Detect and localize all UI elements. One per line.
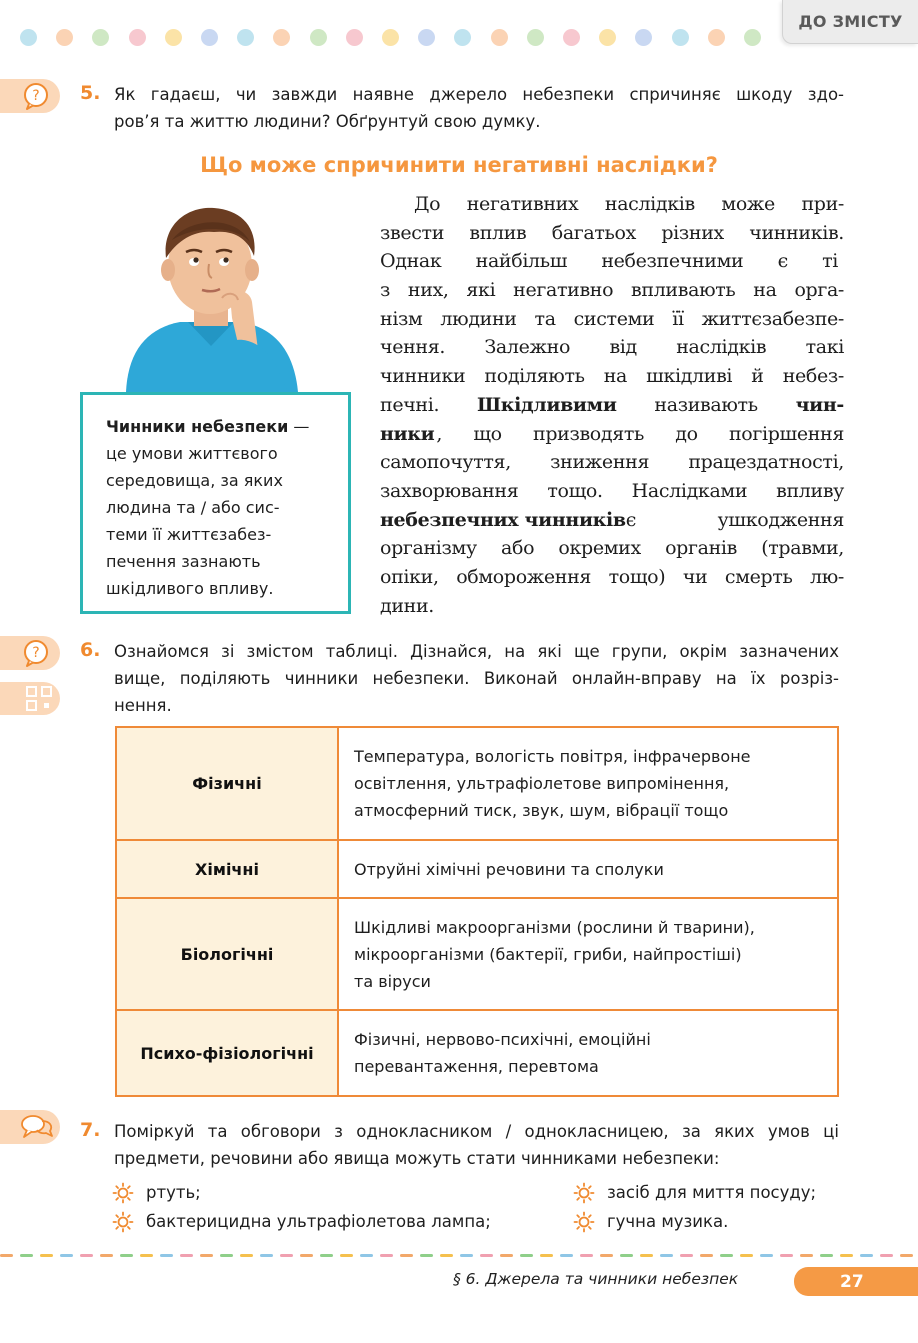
decorative-dash [240,1254,253,1257]
paragraph-line: звести вплив багатьох різних чинників. [380,221,844,244]
question-line: нення. [114,696,172,715]
question-badge [0,636,60,670]
term-harmful: Шкідливими [477,393,617,416]
decorative-dot [635,29,652,46]
question-badge [0,79,60,113]
decorative-dot [237,29,254,46]
table-group-cell: Психо-фізіологічні [117,1011,339,1095]
decorative-dash [200,1254,213,1257]
table-desc-line: Шкідливі макроорганізми (рослини й тварини), [354,917,755,937]
definition-box [80,392,351,614]
footer-section-title: § 6. Джерела та чинники небезпек [453,1270,739,1288]
list-item-text: засіб для миття посуду; [607,1183,817,1202]
decorative-dot [527,29,544,46]
list-item-text: бактерицидна ультрафіолетова лампа; [146,1212,491,1231]
decorative-dash [720,1254,733,1257]
definition-line: шкідливого впливу. [106,579,274,598]
decorative-dash [360,1254,373,1257]
decorative-dash [180,1254,193,1257]
decorative-dash [520,1254,533,1257]
table-desc-line: мікроорганізми (бактерії, гриби, найпростіші) [354,944,742,964]
definition-line: це умови життєвого [106,444,278,463]
qr-badge[interactable] [0,682,60,715]
decorative-dot [454,29,471,46]
decorative-dot [418,29,435,46]
table-row [117,899,837,1011]
paragraph-word: , що призводять до погіршення [436,422,844,445]
paragraph-word: називають [654,393,758,416]
decorative-dot [310,29,327,46]
decorative-dash [120,1254,133,1257]
decorative-dash [0,1254,13,1257]
paragraph-line [380,391,844,420]
decorative-dot [20,29,37,46]
decorative-dash [440,1254,453,1257]
item-list-right [573,1178,816,1236]
decorative-dash [340,1254,353,1257]
term-dangerous-factors: небезпечних чинників [380,508,626,531]
decorative-dot [201,29,218,46]
decorative-dash [800,1254,813,1257]
decorative-dash [280,1254,293,1257]
decorative-dash [20,1254,33,1257]
decorative-dot [382,29,399,46]
decorative-dot [672,29,689,46]
decorative-dot [599,29,616,46]
paragraph-line: Однак найбільш небезпечними є ті [380,250,838,273]
definition-line: печення зазнають [106,552,261,571]
decorative-dash [480,1254,493,1257]
table-row [117,1011,837,1095]
paragraph-line: з них, які негативно впливають на орга- [380,279,844,302]
definition-dash: — [288,417,310,436]
table-row [117,728,837,841]
decorative-dash [560,1254,573,1257]
decorative-dot [165,29,182,46]
question-line: предмети, речовини або явища можуть стати чинниками небезпеки: [114,1149,720,1168]
table-group-cell: Хімічні [117,841,339,897]
decorative-dash [880,1254,893,1257]
decorative-dash [260,1254,273,1257]
table-desc-line: Фізичні, нервово-психічні, емоційні [354,1030,651,1049]
table-desc-line: Отруйні хімічні речовини та сполуки [354,859,664,879]
list-item-text: гучна музика. [607,1212,729,1231]
table-group-cell: Фізичні [117,728,339,839]
decorative-dash [660,1254,673,1257]
question-line: ров’я та життю людини? Обґрунтуй свою думку. [114,112,541,131]
decorative-dot [92,29,109,46]
table-desc-line: та віруси [354,971,431,991]
decorative-dash [680,1254,693,1257]
definition-line: теми її життєзабез- [106,525,272,544]
paragraph-word: печні. [380,393,440,416]
decorative-dash [620,1254,633,1257]
speech-bubbles-icon [20,1112,54,1142]
decorative-dash [580,1254,593,1257]
decorative-dash [160,1254,173,1257]
table-desc-line: освітлення, ультрафіолетове випромінення, [354,774,730,793]
paragraph-line: самопочуття, зниження працездатності, [380,451,844,474]
paragraph-line: організму або окремих органів (травми, [380,537,844,560]
decorative-dot [129,29,146,46]
sun-icon [112,1182,134,1204]
decorative-dash [900,1254,913,1257]
decorative-dash [80,1254,93,1257]
decorative-dash [140,1254,153,1257]
definition-line [106,413,338,440]
qr-code-icon [24,684,56,714]
table-desc-cell [339,899,837,1009]
definition-line: людина та / або сис- [106,498,280,517]
decorative-dot [744,29,761,46]
paragraph-line: дини. [380,594,434,617]
list-item [112,1207,491,1236]
sun-icon [573,1211,595,1233]
definition-term: Чинники небезпеки [106,417,289,436]
question-number: 5. [80,82,101,104]
list-item [573,1207,816,1236]
svg-text:?: ? [32,88,40,104]
paragraph-line: нізм людини та системи її життєзабезпе- [380,307,844,330]
decorative-dash [640,1254,653,1257]
table-desc-line: перевантаження, перевтома [354,1057,599,1076]
paragraph-line [380,420,844,449]
item-list-left [112,1178,491,1236]
table-desc-line: Температура, вологість повітря, інфрачервоне [354,747,751,766]
decorative-dash [740,1254,753,1257]
paragraph-line: захворювання тощо. Наслідками впливу [380,479,844,502]
table-row [117,841,837,899]
decorative-dash [460,1254,473,1257]
question-line: Поміркуй та обговори з однокласником / однокласницею, за яких умов ці [114,1122,839,1141]
question-bubble-icon [22,639,50,667]
decorative-dots [20,29,780,47]
table-desc-cell [339,841,837,897]
question-number: 6. [80,639,101,661]
decorative-dot [346,29,363,46]
question-text [114,81,844,135]
decorative-dash [60,1254,73,1257]
list-item [112,1178,491,1207]
question-number: 7. [80,1119,101,1141]
question-line: Ознайомся зі змістом таблиці. Дізнайся, на які ще групи, окрім зазначених [114,642,839,661]
sun-icon [573,1182,595,1204]
decorative-dashed-line [0,1254,918,1258]
list-item-text: ртуть; [146,1183,201,1202]
decorative-dash [820,1254,833,1257]
table-of-contents-link[interactable] [782,0,918,44]
paragraph-word: є ушкодження [625,508,844,531]
decorative-dash [40,1254,53,1257]
decorative-dash [600,1254,613,1257]
term-factors-end: ники [380,422,435,445]
decorative-dash [400,1254,413,1257]
decorative-dash [300,1254,313,1257]
toc-label: ДО ЗМІСТУ [798,12,903,31]
paragraph-line: чення. Залежно від наслідків такі [380,336,844,359]
discussion-badge [0,1110,60,1144]
table-desc-line: атмосферний тиск, звук, шум, вібрації тощо [354,801,729,820]
decorative-dot [56,29,73,46]
decorative-dot [273,29,290,46]
decorative-dash [380,1254,393,1257]
decorative-dash [840,1254,853,1257]
question-line: вище, поділяють чинники небезпеки. Виконай онлайн-вправу на їх розріз- [114,669,839,688]
term-factors: чин- [795,393,844,416]
decorative-dash [700,1254,713,1257]
paragraph-line [380,506,844,535]
page-number: 27 [794,1267,918,1296]
hazard-factors-table [115,726,839,1097]
decorative-dot [491,29,508,46]
paragraph-line: опіки, обмороження тощо) чи смерть лю- [380,565,844,588]
table-desc-cell [339,1011,837,1095]
decorative-dash [500,1254,513,1257]
decorative-dash [860,1254,873,1257]
svg-text:?: ? [32,645,40,661]
thinking-boy-illustration [118,200,304,392]
decorative-dash [220,1254,233,1257]
decorative-dash [540,1254,553,1257]
decorative-dash [760,1254,773,1257]
main-paragraph [380,190,844,620]
decorative-dot [563,29,580,46]
paragraph-line: чинники поділяють на шкідливі й небез- [380,365,844,388]
decorative-dot [708,29,725,46]
paragraph-line: До негативних наслідків може при- [414,193,844,215]
question-text [114,1118,839,1172]
table-group-cell: Біологічні [117,899,339,1009]
decorative-dash [420,1254,433,1257]
question-line: Як гадаєш, чи завжди наявне джерело небезпеки спричиняє шкоду здо- [114,85,844,104]
decorative-dash [320,1254,333,1257]
list-item [573,1178,816,1207]
table-desc-cell [339,728,837,839]
question-text [114,638,839,719]
sun-icon [112,1211,134,1233]
section-heading: Що може спричинити негативні наслідки? [200,153,718,177]
decorative-dash [100,1254,113,1257]
definition-line: середовища, за яких [106,471,283,490]
decorative-dash [780,1254,793,1257]
question-bubble-icon [22,82,50,110]
